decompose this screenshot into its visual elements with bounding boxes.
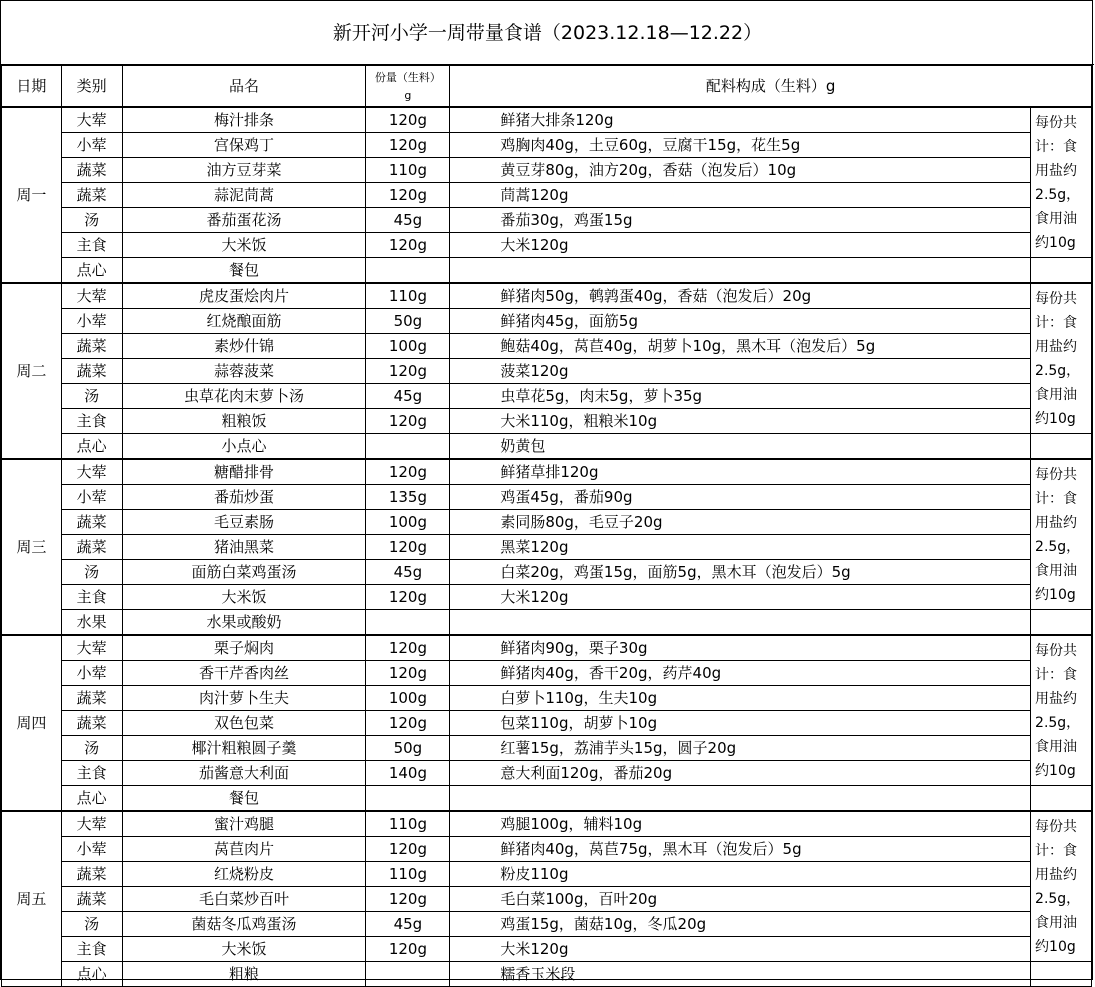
dish-name-cell: 宫保鸡丁 [122,133,366,158]
category-cell: 蔬菜 [61,510,122,535]
ingredients-cell: 红薯15g，荔浦芋头15g，圆子20g [450,736,1031,761]
ingredients-cell: 素同肠80g，毛豆子20g [450,510,1031,535]
dish-name-cell: 素炒什锦 [122,334,366,359]
ingredients-cell: 黄豆芽80g，油方20g，香菇（泡发后）10g [450,158,1031,183]
ingredients-cell: 白萝卜110g，生夫10g [450,686,1031,711]
ingredients-cell: 包菜110g，胡萝卜10g [450,711,1031,736]
nutrition-note: 每份共计：食用盐约2.5g，食用油约10g [1031,635,1092,786]
table-row [2,585,1092,610]
category-cell: 水果 [61,610,122,636]
category-cell: 蔬菜 [61,862,122,887]
quantity-cell: 120g [366,585,450,610]
header-ingredients: 配料构成（生料）g [450,66,1092,108]
table-row [2,887,1092,912]
dish-name-cell: 油方豆芽菜 [122,158,366,183]
quantity-cell [366,786,450,812]
quantity-cell: 100g [366,334,450,359]
nutrition-note: 每份共计：食用盐约2.5g，食用油约10g [1031,107,1092,258]
dish-name-cell: 番茄蛋花汤 [122,208,366,233]
dish-name-cell: 毛豆素肠 [122,510,366,535]
dish-name-cell: 虎皮蛋烩肉片 [122,283,366,309]
table-row [2,711,1092,736]
table-row [2,208,1092,233]
quantity-cell: 135g [366,485,450,510]
category-cell: 主食 [61,585,122,610]
ingredients-cell: 鲜猪肉45g，面筋5g [450,309,1031,334]
category-cell: 小荤 [61,133,122,158]
quantity-cell [366,258,450,284]
dish-name-cell: 餐包 [122,786,366,812]
category-cell: 大荤 [61,107,122,133]
category-cell: 蔬菜 [61,711,122,736]
quantity-cell: 50g [366,736,450,761]
quantity-cell [366,434,450,460]
ingredients-cell: 鲜猪草排120g [450,459,1031,485]
table-row [2,535,1092,560]
ingredients-cell: 鲍菇40g，莴苣40g，胡萝卜10g，黑木耳（泡发后）5g [450,334,1031,359]
category-cell: 蔬菜 [61,334,122,359]
table-row [2,384,1092,409]
dish-name-cell: 蜜汁鸡腿 [122,811,366,837]
table-row [2,133,1092,158]
empty-cell [1031,434,1092,460]
dish-name-cell: 双色包菜 [122,711,366,736]
empty-cell [1031,962,1092,987]
table-row [2,560,1092,585]
quantity-cell: 110g [366,811,450,837]
table-row [2,359,1092,384]
category-cell: 小荤 [61,485,122,510]
dish-name-cell: 莴苣肉片 [122,837,366,862]
dish-name-cell: 红烧酿面筋 [122,309,366,334]
dish-name-cell: 大米饭 [122,585,366,610]
quantity-cell: 50g [366,309,450,334]
category-cell: 主食 [61,409,122,434]
ingredients-cell: 意大利面120g，番茄20g [450,761,1031,786]
table-row [2,686,1092,711]
category-cell: 小荤 [61,837,122,862]
table-row [2,661,1092,686]
quantity-cell: 110g [366,283,450,309]
dish-name-cell: 肉汁萝卜生夫 [122,686,366,711]
quantity-cell: 120g [366,711,450,736]
header-quantity-line1: 份量（生料） [374,71,441,84]
table-row [2,434,1092,460]
ingredients-cell: 菠菜120g [450,359,1031,384]
quantity-cell: 110g [366,862,450,887]
category-cell: 蔬菜 [61,887,122,912]
ingredients-cell: 茼蒿120g [450,183,1031,208]
ingredients-cell: 虫草花5g，肉末5g，萝卜35g [450,384,1031,409]
ingredients-cell: 鲜猪肉50g，鹌鹑蛋40g，香菇（泡发后）20g [450,283,1031,309]
category-cell: 大荤 [61,283,122,309]
dish-name-cell: 椰汁粗粮圆子羹 [122,736,366,761]
dish-name-cell: 香干芹香肉丝 [122,661,366,686]
table-row [2,811,1092,837]
dish-name-cell: 粗粮饭 [122,409,366,434]
dish-name-cell: 虫草花肉末萝卜汤 [122,384,366,409]
nutrition-note: 每份共计：食用盐约2.5g，食用油约10g [1031,459,1092,610]
quantity-cell: 120g [366,635,450,661]
table-row [2,459,1092,485]
quantity-cell: 120g [366,837,450,862]
day-label: 周四 [2,635,62,811]
quantity-cell: 120g [366,459,450,485]
empty-cell [1031,786,1092,812]
ingredients-cell: 白菜20g，鸡蛋15g，面筋5g，黑木耳（泡发后）5g [450,560,1031,585]
ingredients-cell [450,786,1031,812]
dish-name-cell: 大米饭 [122,233,366,258]
day-label: 周一 [2,107,62,283]
quantity-cell: 120g [366,107,450,133]
dish-name-cell: 毛白菜炒百叶 [122,887,366,912]
day-label: 周五 [2,811,62,987]
quantity-cell: 140g [366,761,450,786]
quantity-cell: 120g [366,661,450,686]
dish-name-cell: 面筋白菜鸡蛋汤 [122,560,366,585]
ingredients-cell: 黑菜120g [450,535,1031,560]
ingredients-cell: 大米120g [450,937,1031,962]
quantity-cell: 120g [366,183,450,208]
table-row [2,761,1092,786]
category-cell: 小荤 [61,309,122,334]
table-row [2,510,1092,535]
quantity-cell: 110g [366,158,450,183]
ingredients-cell: 鲜猪肉40g，莴苣75g，黑木耳（泡发后）5g [450,837,1031,862]
category-cell: 主食 [61,233,122,258]
quantity-cell: 45g [366,208,450,233]
quantity-cell: 45g [366,384,450,409]
category-cell: 蔬菜 [61,158,122,183]
ingredients-cell: 大米120g [450,585,1031,610]
ingredients-cell: 番茄30g，鸡蛋15g [450,208,1031,233]
ingredients-cell [450,258,1031,284]
category-cell: 汤 [61,384,122,409]
header-category: 类别 [61,66,122,108]
dish-name-cell: 蒜泥茼蒿 [122,183,366,208]
category-cell: 蔬菜 [61,686,122,711]
header-date: 日期 [2,66,62,108]
header-quantity [366,66,450,108]
dish-name-cell: 猪油黑菜 [122,535,366,560]
category-cell: 小荤 [61,661,122,686]
table-row [2,635,1092,661]
dish-name-cell: 水果或酸奶 [122,610,366,636]
table-row [2,485,1092,510]
dish-name-cell: 红烧粉皮 [122,862,366,887]
dish-name-cell: 小点心 [122,434,366,460]
category-cell: 大荤 [61,459,122,485]
quantity-cell: 120g [366,535,450,560]
category-cell: 蔬菜 [61,359,122,384]
ingredients-cell: 糯香玉米段 [450,962,1031,987]
dish-name-cell: 大米饭 [122,937,366,962]
ingredients-cell [450,610,1031,636]
category-cell: 点心 [61,962,122,987]
ingredients-cell: 鲜猪大排条120g [450,107,1031,133]
nutrition-note: 每份共计：食用盐约2.5g，食用油约10g [1031,811,1092,962]
dish-name-cell: 蒜蓉菠菜 [122,359,366,384]
table-row [2,409,1092,434]
table-row [2,233,1092,258]
category-cell: 蔬菜 [61,183,122,208]
empty-cell [1031,258,1092,284]
table-row [2,912,1092,937]
table-row [2,862,1092,887]
table-row [2,158,1092,183]
header-name: 品名 [122,66,366,108]
table-row [2,610,1092,636]
table-row [2,309,1092,334]
table-row [2,736,1092,761]
category-cell: 点心 [61,786,122,812]
quantity-cell [366,610,450,636]
dish-name-cell: 菌菇冬瓜鸡蛋汤 [122,912,366,937]
table-row [2,283,1092,309]
ingredients-cell: 鸡蛋15g，菌菇10g，冬瓜20g [450,912,1031,937]
dish-name-cell: 番茄炒蛋 [122,485,366,510]
nutrition-note: 每份共计：食用盐约2.5g，食用油约10g [1031,283,1092,434]
quantity-cell: 45g [366,560,450,585]
quantity-cell: 120g [366,133,450,158]
quantity-cell: 120g [366,887,450,912]
category-cell: 大荤 [61,635,122,661]
empty-cell [1031,610,1092,636]
table-row [2,937,1092,962]
header-row [2,66,1092,108]
quantity-cell: 100g [366,510,450,535]
category-cell: 点心 [61,434,122,460]
ingredients-cell: 鸡腿100g，辅料10g [450,811,1031,837]
table-row [2,837,1092,862]
category-cell: 蔬菜 [61,535,122,560]
category-cell: 点心 [61,258,122,284]
ingredients-cell: 毛白菜100g，百叶20g [450,887,1031,912]
dish-name-cell: 粗粮 [122,962,366,987]
ingredients-cell: 大米120g [450,233,1031,258]
category-cell: 主食 [61,761,122,786]
ingredients-cell: 粉皮110g [450,862,1031,887]
category-cell: 汤 [61,560,122,585]
ingredients-cell: 奶黄包 [450,434,1031,460]
day-label: 周三 [2,459,62,635]
category-cell: 汤 [61,736,122,761]
dish-name-cell: 茄酱意大利面 [122,761,366,786]
category-cell: 汤 [61,208,122,233]
quantity-cell: 45g [366,912,450,937]
table-row [2,183,1092,208]
ingredients-cell: 鸡蛋45g，番茄90g [450,485,1031,510]
menu-table [1,65,1092,987]
table-row [2,258,1092,284]
dish-name-cell: 梅汁排条 [122,107,366,133]
ingredients-cell: 鸡胸肉40g，土豆60g，豆腐干15g，花生5g [450,133,1031,158]
quantity-cell: 120g [366,359,450,384]
category-cell: 主食 [61,937,122,962]
table-row [2,786,1092,812]
table-row [2,107,1092,133]
dish-name-cell: 栗子焖肉 [122,635,366,661]
quantity-cell [366,962,450,987]
page-title: 新开河小学一周带量食谱（2023.12.18—12.22） [1,1,1094,65]
dish-name-cell: 餐包 [122,258,366,284]
quantity-cell: 120g [366,233,450,258]
header-quantity-line2: g [404,89,412,102]
table-row [2,334,1092,359]
category-cell: 大荤 [61,811,122,837]
quantity-cell: 120g [366,409,450,434]
category-cell: 汤 [61,912,122,937]
ingredients-cell: 鲜猪肉40g，香干20g，药芹40g [450,661,1031,686]
table-row [2,962,1092,987]
ingredients-cell: 大米110g，粗粮米10g [450,409,1031,434]
quantity-cell: 120g [366,937,450,962]
quantity-cell: 100g [366,686,450,711]
day-label: 周二 [2,283,62,459]
ingredients-cell: 鲜猪肉90g，栗子30g [450,635,1031,661]
dish-name-cell: 糖醋排骨 [122,459,366,485]
